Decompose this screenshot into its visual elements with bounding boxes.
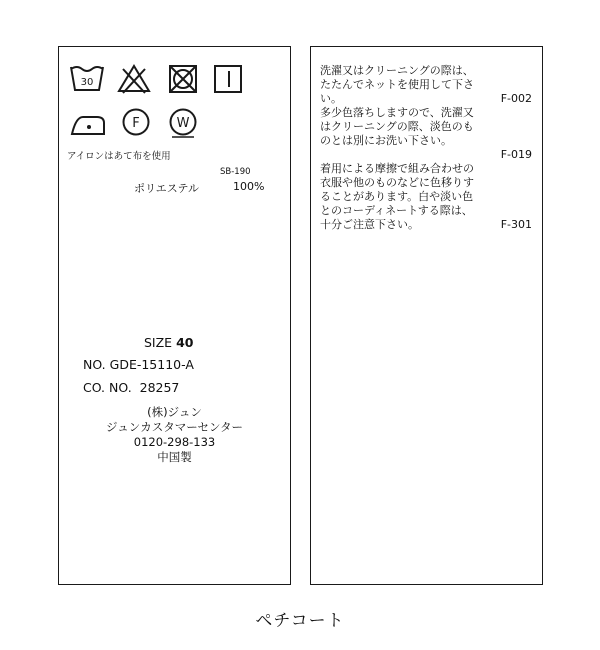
notice-2-line: 多少色落ちしますので、洗濯又 [320,106,474,119]
notice-3-last-line: 十分ご注意下さい。 [320,218,419,231]
customer-center: ジュンカスタマーセンター [105,420,244,434]
material-percent: 100% [233,180,265,193]
wash-temp-label: 30 [80,77,94,88]
product-number: NO. GDE-15110-A [83,357,194,372]
company-info [59,405,290,465]
notice-2-line: はクリーニングの際、淡色のも [320,120,474,133]
notice-3-code: F-301 [500,218,532,231]
notice-1-line: 洗濯又はクリーニングの際は、 [320,64,474,77]
notice-3-line [320,218,532,232]
notice-2-code: F-019 [500,148,532,161]
iron-low-icon [69,113,107,137]
notice-2-line: のとは別にお洗い下さい。 [320,134,452,147]
wet-clean-letter: W [176,116,190,131]
wash-30-icon [69,63,105,95]
iron-note: アイロンはあて布を使用 [67,151,171,162]
company-name: (株)ジュン [147,405,202,419]
notice-1-line: たたんでネットを使用して下さ [320,78,474,91]
notice-3-line: 衣服や他のものなどに色移りす [320,176,474,189]
notice-3-line: 着用による摩擦で組み合わせの [320,162,474,175]
notice-3-line: ることがあります。白や淡い色 [320,190,474,203]
country-of-origin: 中国製 [157,450,192,464]
dry-clean-f-icon [121,107,151,137]
notice-3-line: とのコーディネートする際は、 [320,204,473,217]
care-notices [320,64,532,232]
wet-clean-w-icon [167,107,199,139]
notice-1-code: F-002 [500,92,532,105]
size-line [144,335,193,350]
product-caption: ペチコート [255,611,345,631]
notice-1-line: い。 [320,92,342,105]
notice-label [310,46,543,585]
phone-number: 0120-298-133 [133,435,216,449]
no-bleach-icon [117,63,151,95]
material-name: ポリエステル [134,182,200,195]
dry-clean-letter: F [132,116,140,131]
line-dry-icon [212,63,244,95]
care-label [58,46,291,585]
material-code: SB-190 [220,167,251,177]
size-value: 40 [176,335,194,350]
size-label: SIZE [144,335,173,350]
no-tumble-dry-icon [167,63,199,95]
color-number: CO. NO. 28257 [83,380,180,395]
